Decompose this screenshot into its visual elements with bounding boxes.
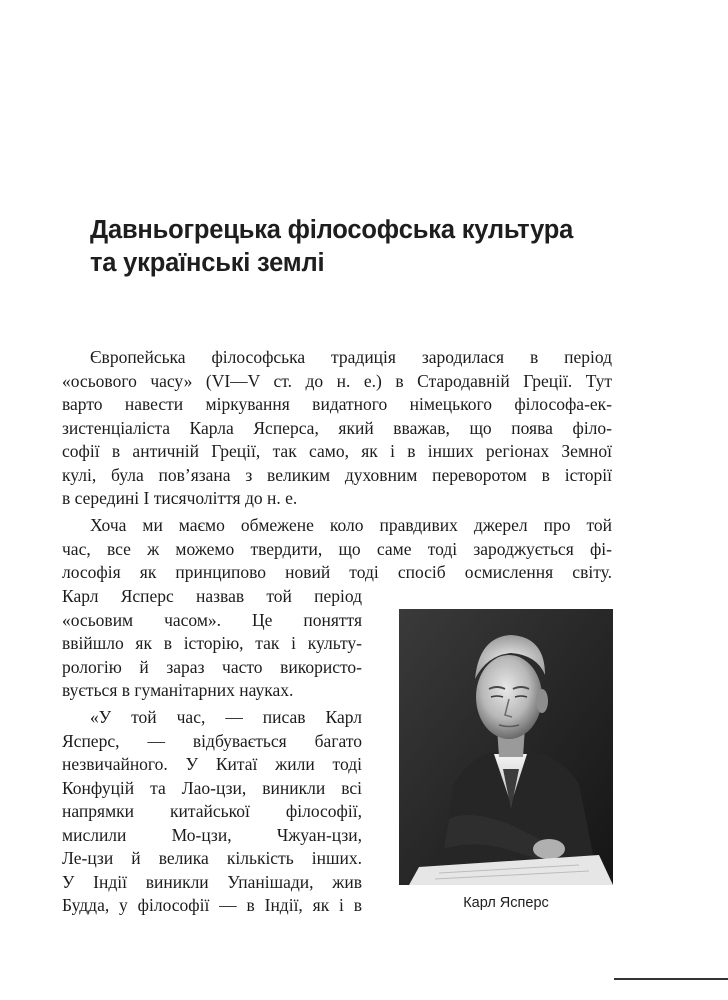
text-line: Хоча ми маємо обмежене коло правдивих джерел про той <box>90 515 612 535</box>
paragraph-3-quote <box>62 706 362 918</box>
text-line: ввійшло як в історію, так і культу- <box>62 633 362 653</box>
photo-caption: Карл Ясперс <box>463 895 549 911</box>
text-line: «осьовим часом». Це поняття <box>62 609 362 630</box>
text-line: незвичайного. У Китаї жили тоді <box>62 754 362 774</box>
chapter-title-line-1: Давньогрецька філософська культура <box>90 216 574 244</box>
text-line: софії в античній Греції, так само, як і в інших регіонах Земної <box>62 441 612 461</box>
text-line: варто навести міркування видатного німецького філософа-ек- <box>62 394 612 414</box>
paragraph-2-continued <box>62 585 362 703</box>
text-line: «У той час, — писав Карл <box>90 707 362 727</box>
text-line: рологію й зараз часто використо- <box>62 656 362 677</box>
text-line: мислили Мо-цзи, Чжуан-цзи, <box>62 824 362 845</box>
text-line: Європейська філософська традиція зародилася в період <box>90 347 612 367</box>
portrait-illustration <box>399 609 613 885</box>
chapter-title <box>90 214 650 280</box>
text-line: Конфуцій та Лао-цзи, виникли всі <box>62 777 362 798</box>
paragraph-1 <box>62 346 612 511</box>
text-line: напрямки китайської філософії, <box>62 801 362 821</box>
text-line: в середині І тисячоліття до н. е. <box>62 488 298 508</box>
text-line: Ле-цзи й велика кількість інших. <box>62 848 362 868</box>
text-line: кулі, була пов’язана з великим духовним переворотом в історії <box>62 464 612 485</box>
chapter-title-line-2: та українські землі <box>90 249 325 277</box>
text-line: У Індії виникли Упанішади, жив <box>62 871 362 892</box>
text-line: Карл Ясперс назвав той період <box>62 586 362 606</box>
footer-rule <box>614 978 728 980</box>
text-line: «осьового часу» (VI—V ст. до н. е.) в Стародавній Греції. Тут <box>62 370 612 391</box>
portrait-photo <box>399 609 613 885</box>
text-line: Будда, у філософії — в Індії, як і в <box>62 895 362 915</box>
text-line: вується в гуманітарних науках. <box>62 680 294 700</box>
paragraph-2 <box>62 514 612 585</box>
text-line: час, все ж можемо твердити, що саме тоді зароджується фі- <box>62 538 612 559</box>
text-line: лософія як принципово новий тоді спосіб осмислення світу. <box>62 562 612 582</box>
text-line: Ясперс, — відбувається багато <box>62 730 362 751</box>
text-line: зистенціаліста Карла Ясперса, який вважав, що поява філо- <box>62 417 612 438</box>
